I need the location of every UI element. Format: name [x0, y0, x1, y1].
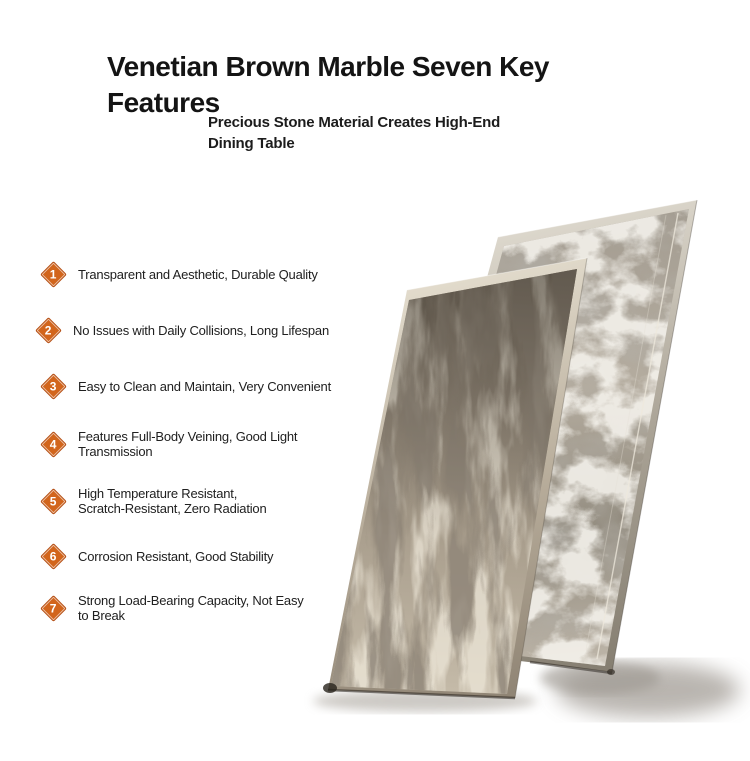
- diamond-number-marker: [40, 488, 67, 515]
- feature-number: 7: [50, 601, 57, 615]
- page-title: [107, 49, 627, 121]
- diamond-number-marker: [40, 373, 67, 400]
- feature-number: 2: [45, 323, 52, 338]
- page-title-line: Venetian Brown Marble Seven Key: [107, 50, 549, 82]
- feature-line: Scratch-Resistant, Zero Radiation: [78, 501, 267, 516]
- diamond-number-marker: [40, 595, 67, 622]
- feature-item-6: [41, 544, 273, 569]
- feature-number: 1: [50, 267, 57, 282]
- feature-item-4: [41, 429, 297, 459]
- page-subtitle: [208, 112, 528, 154]
- feature-line: to Break: [78, 608, 125, 623]
- feature-text: [73, 323, 329, 338]
- feature-item-2: [36, 318, 329, 343]
- feature-item-5: [41, 486, 266, 516]
- feature-number: 6: [50, 549, 57, 564]
- feature-line: No Issues with Daily Collisions, Long Lifespan: [73, 323, 329, 338]
- page-title-line: Features: [107, 86, 220, 118]
- feature-line: Easy to Clean and Maintain, Very Convenient: [78, 379, 331, 394]
- feature-line: Strong Load-Bearing Capacity, Not Easy: [78, 593, 304, 608]
- feature-line: Transparent and Aesthetic, Durable Quality: [78, 267, 318, 282]
- diamond-number-marker: [35, 317, 62, 344]
- feature-number: 4: [50, 437, 57, 451]
- diamond-number-marker: [40, 261, 67, 288]
- feature-text: [78, 267, 318, 282]
- feature-text: [78, 429, 297, 459]
- feature-text: [78, 379, 331, 394]
- diamond-number-marker: [40, 543, 67, 570]
- page-subtitle-line: Dining Table: [208, 135, 295, 152]
- feature-text: [78, 593, 304, 623]
- page-subtitle-line: Precious Stone Material Creates High-End: [208, 114, 501, 131]
- feature-text: [78, 486, 266, 516]
- feature-item-7: [41, 593, 304, 623]
- feature-line: Corrosion Resistant, Good Stability: [78, 549, 274, 564]
- feature-text: [78, 549, 273, 564]
- diamond-number-marker: [40, 431, 67, 458]
- feature-line: Transmission: [78, 444, 153, 459]
- feature-line: Features Full-Body Veining, Good Light: [78, 429, 298, 444]
- feature-number: 3: [50, 379, 57, 394]
- feature-item-1: [41, 262, 318, 287]
- feature-item-3: [41, 374, 331, 399]
- feature-line: High Temperature Resistant,: [78, 486, 238, 501]
- feature-number: 5: [50, 494, 57, 508]
